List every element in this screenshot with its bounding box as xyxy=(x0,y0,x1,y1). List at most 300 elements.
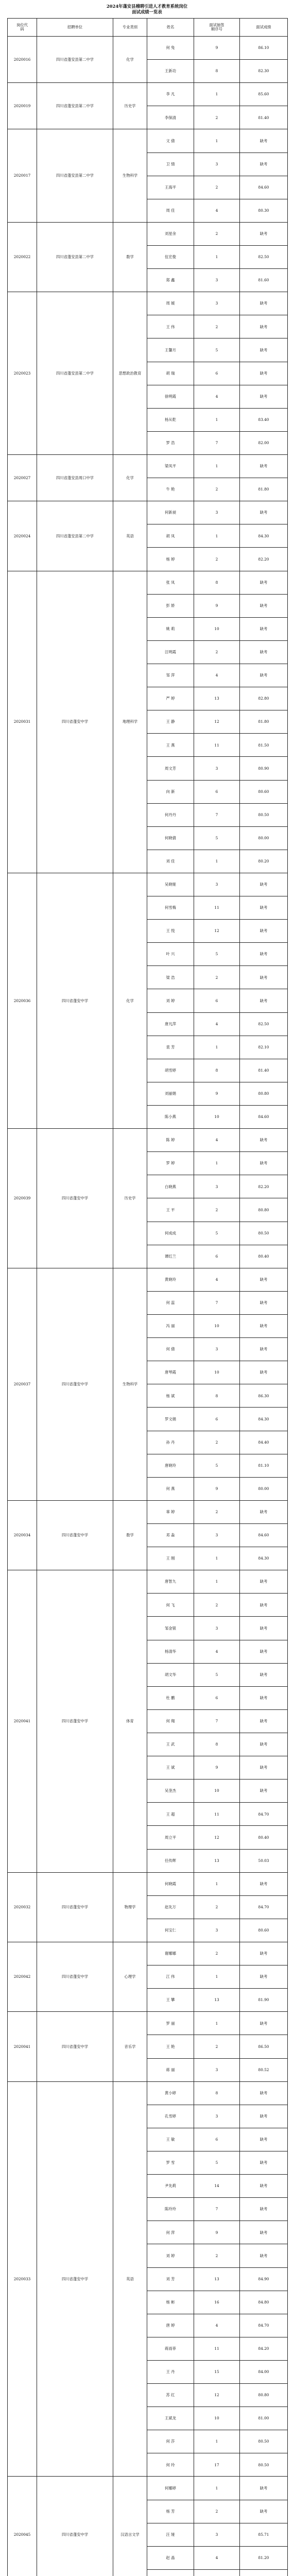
score-cell: 80.80 xyxy=(240,1198,288,1222)
draw-number-cell: 4 xyxy=(194,1012,240,1036)
score-cell: 缺考 xyxy=(240,2151,288,2174)
unit-cell: 四川省蓬安县周口中学 xyxy=(37,454,113,501)
draw-number-cell: 7 xyxy=(194,431,240,454)
name-cell: 张 凤 xyxy=(147,571,194,594)
name-cell: 王 攀 xyxy=(147,1989,194,2012)
name-cell: 王 刚 xyxy=(147,1547,194,1570)
score-cell: 82.30 xyxy=(240,60,288,83)
name-cell: 谭红兰 xyxy=(147,1245,194,1268)
score-cell: 缺考 xyxy=(240,315,288,338)
name-cell: 江 伟 xyxy=(147,1965,194,1989)
draw-number-cell: 6 xyxy=(194,1408,240,1431)
draw-number-cell: 8 xyxy=(194,2081,240,2105)
name-cell: 辜 婷 xyxy=(147,1500,194,1523)
score-cell: 81.40 xyxy=(240,1059,288,1082)
name-cell: 何 蕊 xyxy=(147,1291,194,1314)
table-row xyxy=(8,37,288,60)
unit-cell: 四川省蓬安中学 xyxy=(37,2081,113,2477)
score-cell: 84.70 xyxy=(240,1803,288,1826)
score-cell: 缺考 xyxy=(240,1361,288,1384)
name-cell: 杨从乾 xyxy=(147,408,194,431)
table-row xyxy=(8,129,288,152)
name-cell: 唐 婷 xyxy=(147,2314,194,2337)
name-cell: 杜 鹏 xyxy=(147,1686,194,1709)
draw-number-cell: 3 xyxy=(194,501,240,524)
name-cell: 杨 彬 xyxy=(147,2291,194,2314)
table-row xyxy=(8,83,288,106)
draw-number-cell: 6 xyxy=(194,989,240,1012)
score-cell: 缺考 xyxy=(240,1709,288,1733)
table-row xyxy=(8,454,288,478)
table-body xyxy=(8,37,288,2576)
score-cell: 80.40 xyxy=(240,1826,288,1849)
draw-number-cell: 3 xyxy=(194,2058,240,2081)
draw-number-cell: 16 xyxy=(194,2291,240,2314)
name-cell: 罗 浩 xyxy=(147,431,194,454)
name-cell: 赵先万 xyxy=(147,1895,194,1919)
draw-number-cell: 12 xyxy=(194,920,240,943)
score-cell: 缺考 xyxy=(240,1756,288,1780)
name-cell: 刘 芳 xyxy=(147,2267,194,2291)
score-cell: 缺考 xyxy=(240,362,288,385)
draw-number-cell: 2 xyxy=(194,966,240,989)
name-cell: 罗文娟 xyxy=(147,1408,194,1431)
score-cell: 缺考 xyxy=(240,1663,288,1686)
score-cell: 缺考 xyxy=(240,1291,288,1314)
name-cell: 孔雪婷 xyxy=(147,2105,194,2128)
score-cell: 缺考 xyxy=(240,222,288,245)
name-cell: 王 超 xyxy=(147,1803,194,1826)
draw-number-cell: 3 xyxy=(194,1617,240,1640)
name-cell: 王馨月 xyxy=(147,338,194,362)
draw-number-cell: 5 xyxy=(194,1222,240,1245)
name-cell: 彭 娇 xyxy=(147,594,194,617)
score-cell: 81.40 xyxy=(240,106,288,129)
major-cell: 历史学 xyxy=(113,83,147,129)
score-cell: 缺考 xyxy=(240,501,288,524)
score-cell: 缺考 xyxy=(240,1570,288,1594)
draw-number-cell: 3 xyxy=(194,152,240,176)
name-cell: 蒋 丽 xyxy=(147,2058,194,2081)
draw-number-cell: 1 xyxy=(194,245,240,268)
score-cell: 缺考 xyxy=(240,1686,288,1709)
name-cell: 王 斌 xyxy=(147,1756,194,1780)
score-cell: 缺考 xyxy=(240,943,288,966)
draw-number-cell: 3 xyxy=(194,1338,240,1361)
name-cell: 李保清 xyxy=(147,106,194,129)
post-code-cell: 2020022 xyxy=(8,222,37,292)
draw-number-cell: 3 xyxy=(194,269,240,292)
draw-number-cell: 14 xyxy=(194,2175,240,2198)
draw-number-cell: 3 xyxy=(194,1524,240,1547)
unit-cell: 四川省蓬安县第二中学 xyxy=(37,501,113,571)
score-cell: 81.00 xyxy=(240,2407,288,2430)
score-cell: 84.90 xyxy=(240,2267,288,2291)
draw-number-cell: 7 xyxy=(194,803,240,826)
unit-cell: 四川省蓬安县第二中学 xyxy=(37,222,113,292)
score-cell: 82.80 xyxy=(240,687,288,710)
score-cell: 86.10 xyxy=(240,37,288,60)
page-title: 2024年蓬安县稽聘引进人才教育系统岗位 xyxy=(106,4,188,9)
score-cell: 缺考 xyxy=(240,1872,288,1895)
draw-number-cell: 7 xyxy=(194,1291,240,1314)
major-cell: 汉语言文学 xyxy=(113,2477,147,2576)
table-row xyxy=(8,292,288,315)
score-cell: 81.20 xyxy=(240,2546,288,2569)
major-cell: 生物科学 xyxy=(113,1268,147,1500)
score-cell: 缺考 xyxy=(240,338,288,362)
post-code-cell: 2020027 xyxy=(8,454,37,501)
draw-number-cell: 12 xyxy=(194,1826,240,1849)
score-cell: 82.50 xyxy=(240,245,288,268)
name-cell: 周文芳 xyxy=(147,757,194,780)
score-cell: 80.52 xyxy=(240,2058,288,2081)
header-draw: 面试抽签 顺序号 xyxy=(194,19,240,37)
major-cell: 英语 xyxy=(113,501,147,571)
score-cell: 80.80 xyxy=(240,2384,288,2407)
score-cell: 84.20 xyxy=(240,2337,288,2360)
draw-number-cell: 3 xyxy=(194,873,240,896)
name-cell: 邹 萍 xyxy=(147,664,194,687)
score-cell: 缺考 xyxy=(240,966,288,989)
name-cell: 孙 丹 xyxy=(147,1431,194,1454)
post-code-cell: 2020036 xyxy=(8,873,37,1128)
name-cell: 袁 芳 xyxy=(147,1036,194,1059)
score-cell: 80.60 xyxy=(240,1919,288,1942)
header-major: 专业类别 xyxy=(113,19,147,37)
draw-number-cell: 15 xyxy=(194,2360,240,2383)
score-cell: 缺考 xyxy=(240,2081,288,2105)
draw-number-cell: 9 xyxy=(194,594,240,617)
post-code-cell: 2020045 xyxy=(8,2477,37,2576)
score-cell: 82.00 xyxy=(240,431,288,454)
name-cell: 梁凤平 xyxy=(147,454,194,478)
score-cell: 80.50 xyxy=(240,2453,288,2477)
score-cell: 84.40 xyxy=(240,1431,288,1454)
draw-number-cell: 3 xyxy=(194,2523,240,2546)
name-cell: 罗 婷 xyxy=(147,1152,194,1175)
major-cell: 心理学 xyxy=(113,1942,147,2011)
name-cell: 胡文华 xyxy=(147,1663,194,1686)
name-cell: 胡雪婷 xyxy=(147,1059,194,1082)
draw-number-cell: 5 xyxy=(194,826,240,850)
name-cell: 陈玲玲 xyxy=(147,2198,194,2221)
draw-number-cell: 5 xyxy=(194,338,240,362)
unit-cell: 四川省蓬安中学 xyxy=(37,571,113,873)
score-cell: 81.90 xyxy=(240,1989,288,2012)
draw-number-cell: 2 xyxy=(194,315,240,338)
score-cell: 缺考 xyxy=(240,1942,288,1965)
name-cell: 杨 婷 xyxy=(147,548,194,571)
name-cell: 胡 凤 xyxy=(147,524,194,548)
draw-number-cell: 7 xyxy=(194,2198,240,2221)
name-cell: 唐智九 xyxy=(147,1570,194,1594)
score-cell: 84.30 xyxy=(240,1547,288,1570)
draw-number-cell: 12 xyxy=(194,2384,240,2407)
header-unit: 招聘单位 xyxy=(37,19,113,37)
post-code-cell: 2020034 xyxy=(8,1500,37,1570)
name-cell: 伍宏俊 xyxy=(147,245,194,268)
name-cell: 何宝仁 xyxy=(147,1919,194,1942)
draw-number-cell: 2 xyxy=(194,2244,240,2267)
draw-number-cell: 4 xyxy=(194,1640,240,1663)
name-cell: 何 翔 xyxy=(147,1709,194,1733)
draw-number-cell: 10 xyxy=(194,1315,240,1338)
table-row xyxy=(8,873,288,896)
score-cell: 80.80 xyxy=(240,1082,288,1105)
unit-cell: 四川省蓬安中学 xyxy=(37,1872,113,1942)
score-cell: 80.50 xyxy=(240,2430,288,2453)
score-cell: 缺考 xyxy=(240,2244,288,2267)
name-cell: 周立平 xyxy=(147,1826,194,1849)
major-cell: 体育 xyxy=(113,1570,147,1872)
score-cell: 缺考 xyxy=(240,1640,288,1663)
draw-number-cell: 5 xyxy=(194,943,240,966)
table-row xyxy=(8,2012,288,2035)
draw-number-cell: 3 xyxy=(194,1175,240,1198)
major-cell: 数学 xyxy=(113,1500,147,1570)
draw-number-cell: 2 xyxy=(194,2500,240,2523)
draw-number-cell: 3 xyxy=(194,292,240,315)
draw-number-cell: 2 xyxy=(194,1500,240,1523)
name-cell: 何 倩 xyxy=(147,1338,194,1361)
score-cell: 80.50 xyxy=(240,1222,288,1245)
draw-number-cell: 6 xyxy=(194,780,240,803)
draw-number-cell: 5 xyxy=(194,2151,240,2174)
score-cell: 缺考 xyxy=(240,664,288,687)
name-cell: 陈小燕 xyxy=(147,1106,194,1129)
draw-number-cell: 10 xyxy=(194,617,240,640)
score-cell: 缺考 xyxy=(240,1315,288,1338)
score-cell: 缺考 xyxy=(240,1617,288,1640)
name-cell: 周 媛 xyxy=(147,292,194,315)
name-cell: 王新功 xyxy=(147,60,194,83)
draw-number-cell: 2 xyxy=(194,1198,240,1222)
draw-number-cell: 3 xyxy=(194,2105,240,2128)
name-cell: 王 伟 xyxy=(147,315,194,338)
table-row xyxy=(8,1872,288,1895)
name-cell: 何雪梅 xyxy=(147,896,194,920)
name-cell: 杨 芳 xyxy=(147,2500,194,2523)
table-row xyxy=(8,1129,288,1152)
name-cell: 刘 佳 xyxy=(147,850,194,873)
table-row xyxy=(8,1500,288,1523)
score-cell: 80.30 xyxy=(240,199,288,222)
major-cell: 音乐学 xyxy=(113,2012,147,2081)
draw-number-cell: 8 xyxy=(194,1733,240,1756)
post-code-cell: 2020017 xyxy=(8,129,37,222)
draw-number-cell: 2 xyxy=(194,2035,240,2058)
name-cell: 王 敏 xyxy=(147,2128,194,2151)
draw-number-cell: 10 xyxy=(194,1780,240,1803)
name-cell xyxy=(147,2569,194,2576)
score-cell: 86.50 xyxy=(240,2035,288,2058)
draw-number-cell: 13 xyxy=(194,687,240,710)
score-cell: 缺考 xyxy=(240,617,288,640)
draw-number-cell: 2 xyxy=(194,222,240,245)
name-cell: 周 佳 xyxy=(147,199,194,222)
score-cell: 82.10 xyxy=(240,1036,288,1059)
unit-cell: 四川省蓬安中学 xyxy=(37,1129,113,1268)
score-cell: 86.30 xyxy=(240,1384,288,1408)
score-cell: 85.60 xyxy=(240,83,288,106)
score-cell: 缺考 xyxy=(240,129,288,152)
score-cell: 84.60 xyxy=(240,1524,288,1547)
score-cell: 81.60 xyxy=(240,269,288,292)
score-cell: 84.00 xyxy=(240,2360,288,2383)
unit-cell: 四川省蓬安中学 xyxy=(37,2012,113,2081)
draw-number-cell: 1 xyxy=(194,1965,240,1989)
draw-number-cell: 8 xyxy=(194,1059,240,1082)
score-cell: 84.60 xyxy=(240,176,288,199)
name-cell: 王 平 xyxy=(147,1198,194,1222)
draw-number-cell: 17 xyxy=(194,2453,240,2477)
draw-number-cell: 5 xyxy=(194,1454,240,1477)
score-cell: 缺考 xyxy=(240,2198,288,2221)
major-cell: 化学 xyxy=(113,37,147,83)
major-cell: 物理学 xyxy=(113,1872,147,1942)
draw-number-cell: 2 xyxy=(194,1431,240,1454)
score-cell: 缺考 xyxy=(240,454,288,478)
draw-number-cell: 9 xyxy=(194,1756,240,1780)
unit-cell: 四川省蓬安县第二中学 xyxy=(37,129,113,222)
score-cell: 缺考 xyxy=(240,2105,288,2128)
score-cell: 缺考 xyxy=(240,1129,288,1152)
score-cell: 缺考 xyxy=(240,1268,288,1291)
unit-cell: 四川省蓬安中学 xyxy=(37,873,113,1128)
name-cell: 何新昶 xyxy=(147,501,194,524)
score-cell: 缺考 xyxy=(240,1500,288,1523)
unit-cell: 四川省蓬安县第二中学 xyxy=(37,292,113,455)
draw-number-cell: 4 xyxy=(194,2546,240,2569)
name-cell: 汪 娅 xyxy=(147,2523,194,2546)
name-cell: 邓 淼 xyxy=(147,1524,194,1547)
draw-number-cell: 1 xyxy=(194,1570,240,1594)
major-cell: 地理科学 xyxy=(113,571,147,873)
name-cell: 卫 情 xyxy=(147,152,194,176)
name-cell: 李 凡 xyxy=(147,83,194,106)
name-cell: 姚 莉 xyxy=(147,617,194,640)
draw-number-cell: 6 xyxy=(194,362,240,385)
score-cell: 85.71 xyxy=(240,2523,288,2546)
name-cell: 刘 婷 xyxy=(147,989,194,1012)
name-cell: 邹金银 xyxy=(147,1617,194,1640)
unit-cell: 四川省蓬安中学 xyxy=(37,1570,113,1872)
name-cell: 何 燕 xyxy=(147,1477,194,1500)
name-cell: 何丹丹 xyxy=(147,803,194,826)
post-code-cell: 2020041 xyxy=(8,1570,37,1872)
name-cell: 罗 雪 xyxy=(147,2151,194,2174)
name-cell: 任传辉 xyxy=(147,1849,194,1872)
score-cell: 83.40 xyxy=(240,408,288,431)
draw-number-cell: 9 xyxy=(194,37,240,60)
draw-number-cell: 13 xyxy=(194,1849,240,1872)
score-cell: 81.50 xyxy=(240,734,288,757)
draw-number-cell: 1 xyxy=(194,408,240,431)
post-code-cell: 2020042 xyxy=(8,1942,37,2011)
score-cell: 84.70 xyxy=(240,2314,288,2337)
name-cell: 黄小婷 xyxy=(147,2081,194,2105)
draw-number-cell: 13 xyxy=(194,1989,240,2012)
score-cell: 缺考 xyxy=(240,2221,288,2244)
post-code-cell: 2020024 xyxy=(8,501,37,571)
draw-number-cell: 10 xyxy=(194,1361,240,1384)
draw-number-cell: 1 xyxy=(194,2430,240,2453)
score-cell: 81.80 xyxy=(240,478,288,501)
score-cell: 缺考 xyxy=(240,594,288,617)
name-cell: 牛 艳 xyxy=(147,478,194,501)
draw-number-cell: 1 xyxy=(194,2012,240,2035)
draw-number-cell: 2 xyxy=(194,548,240,571)
name-cell: 王海平 xyxy=(147,176,194,199)
unit-cell: 四川省蓬安中学 xyxy=(37,2477,113,2576)
major-cell: 生物科学 xyxy=(113,129,147,222)
score-cell: 缺考 xyxy=(240,920,288,943)
table-row xyxy=(8,1268,288,1291)
score-table xyxy=(7,18,288,2576)
name-cell: 刘星余 xyxy=(147,222,194,245)
score-cell: 缺考 xyxy=(240,292,288,315)
draw-number-cell: 1 xyxy=(194,83,240,106)
score-cell: 84.30 xyxy=(240,1408,288,1431)
name-cell: 赵 晶 xyxy=(147,2546,194,2569)
score-cell: 84.70 xyxy=(240,1895,288,1919)
score-cell xyxy=(240,2569,288,2576)
score-cell: 84.60 xyxy=(240,1106,288,1129)
post-code-cell: 2020033 xyxy=(8,2081,37,2477)
table-row xyxy=(8,571,288,594)
draw-number-cell: 3 xyxy=(194,757,240,780)
draw-number-cell: 2 xyxy=(194,478,240,501)
score-cell: 缺考 xyxy=(240,896,288,920)
draw-number-cell: 4 xyxy=(194,2314,240,2337)
post-code-cell: 2020016 xyxy=(8,37,37,83)
draw-number-cell: 9 xyxy=(194,1477,240,1500)
score-cell: 82.50 xyxy=(240,1012,288,1036)
name-cell: 尹先莉 xyxy=(147,2175,194,2198)
post-code-cell: 2020037 xyxy=(8,1268,37,1500)
name-cell: 文 倩 xyxy=(147,129,194,152)
draw-number-cell: 12 xyxy=(194,710,240,734)
name-cell: 叶 兴 xyxy=(147,943,194,966)
draw-number-cell: 8 xyxy=(194,60,240,83)
post-code-cell: 2020031 xyxy=(8,571,37,873)
name-cell: 王 静 xyxy=(147,710,194,734)
score-cell: 缺考 xyxy=(240,2175,288,2198)
draw-number-cell: 3 xyxy=(194,1919,240,1942)
draw-number-cell: 1 xyxy=(194,2477,240,2500)
name-cell: 谢娜娜 xyxy=(147,1942,194,1965)
name-cell: 陈 婷 xyxy=(147,1129,194,1152)
name-cell: 吴晓娅 xyxy=(147,873,194,896)
score-cell: 缺考 xyxy=(240,2128,288,2151)
name-cell: 严 婷 xyxy=(147,687,194,710)
name-cell: 何晓霞 xyxy=(147,1872,194,1895)
draw-number-cell: 11 xyxy=(194,2337,240,2360)
name-cell: 胡 瑞 xyxy=(147,362,194,385)
score-cell: 84.30 xyxy=(240,524,288,548)
draw-number-cell: 8 xyxy=(194,1384,240,1408)
name-cell: 何 萍 xyxy=(147,2221,194,2244)
draw-number-cell: 1 xyxy=(194,1872,240,1895)
score-cell: 82.20 xyxy=(240,1175,288,1198)
score-cell: 缺考 xyxy=(240,1780,288,1803)
unit-cell: 四川省蓬安中学 xyxy=(37,1942,113,2011)
name-cell: 何 飞 xyxy=(147,1594,194,1617)
score-cell: 50.03 xyxy=(240,1849,288,1872)
name-cell: 杨 斌 xyxy=(147,1384,194,1408)
name-cell: 徐明霞 xyxy=(147,385,194,408)
